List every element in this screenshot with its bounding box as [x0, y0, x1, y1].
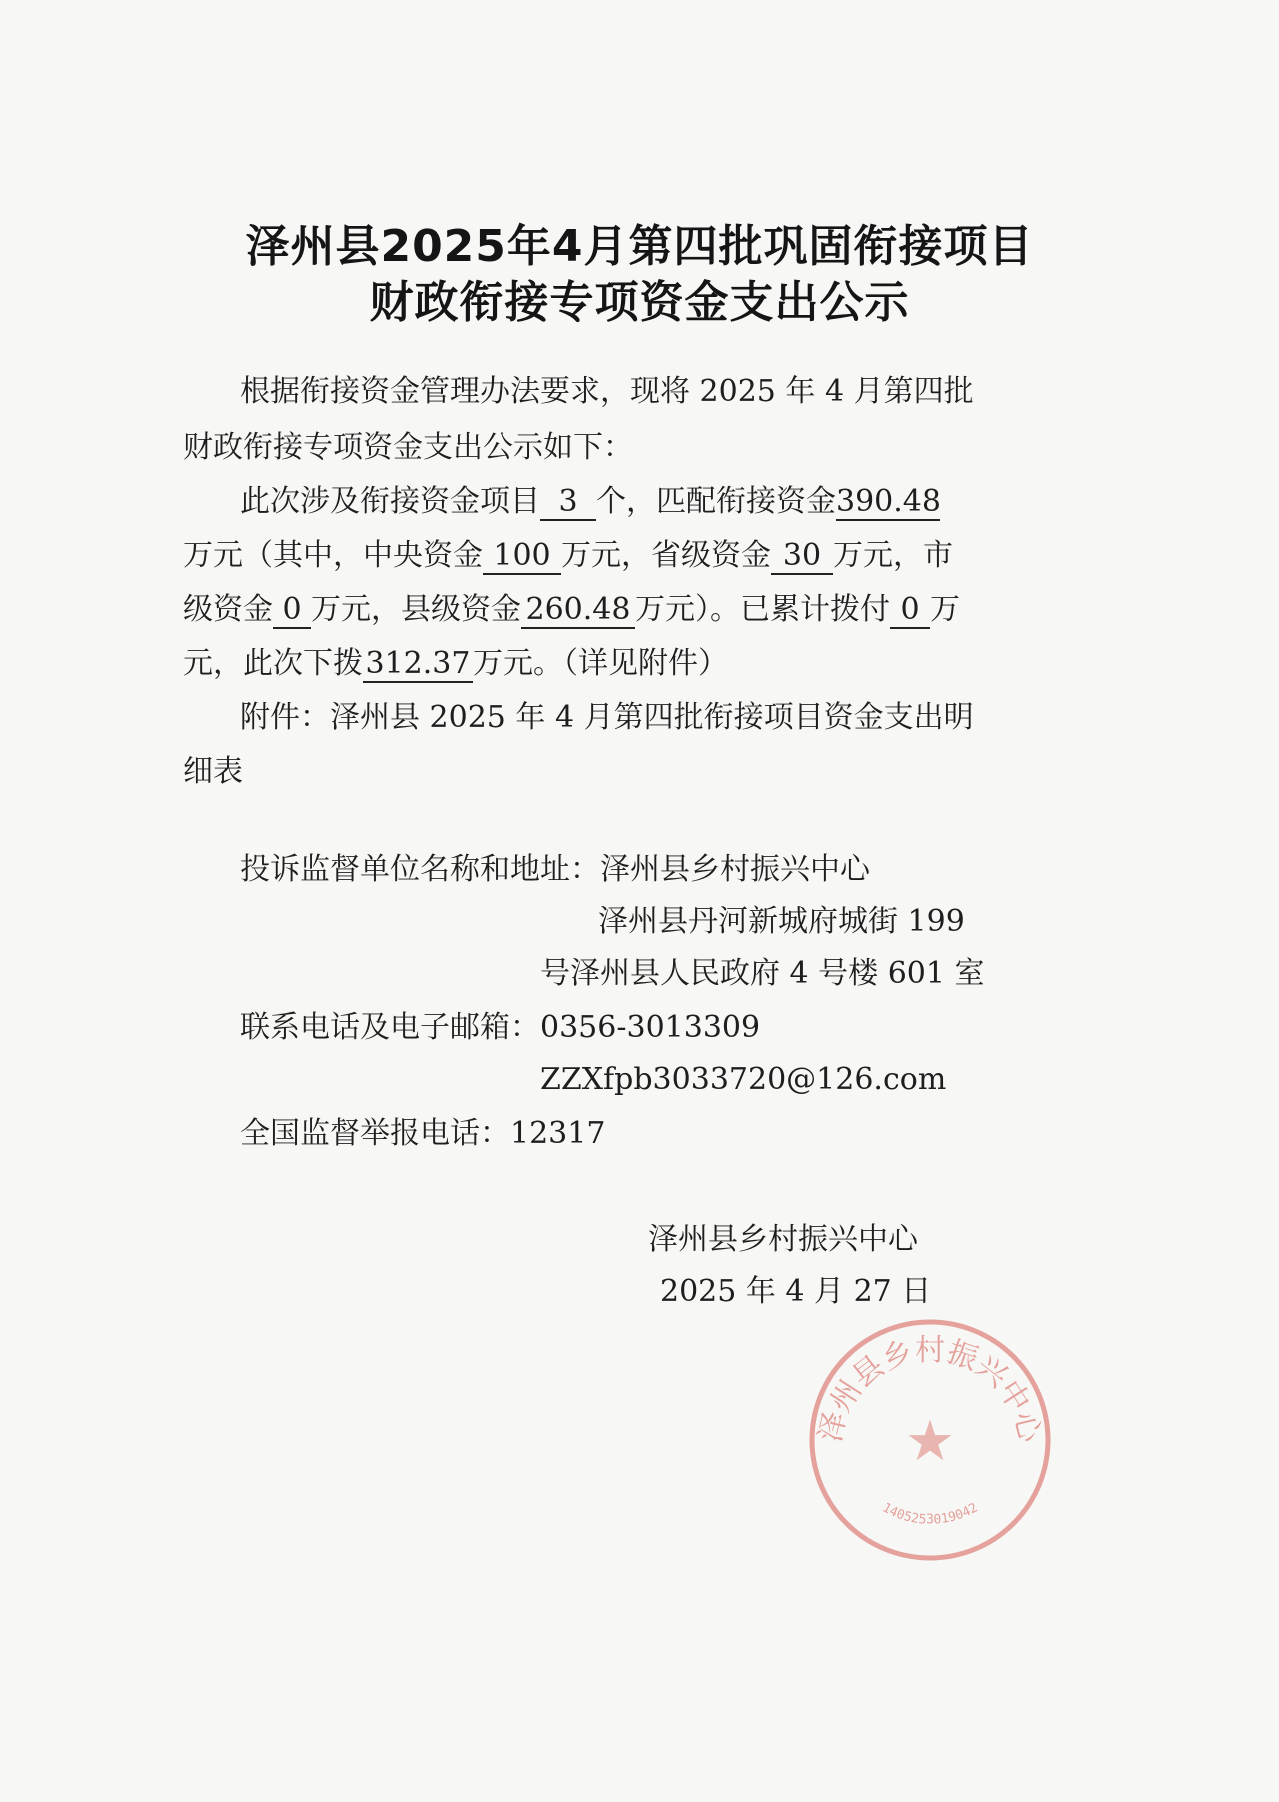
paid-cumulative: 0	[890, 593, 930, 629]
seal-code: 1405253019042	[879, 1500, 981, 1528]
central-amount: 100	[483, 539, 561, 575]
complaint-line	[240, 850, 870, 890]
funding-text: 级资金	[183, 592, 273, 627]
city-amount: 0	[273, 593, 311, 629]
funding-text: 元，此次下拨	[183, 646, 363, 681]
complaint-org: 泽州县乡村振兴中心	[600, 852, 870, 887]
funding-text: 万元，省级资金	[561, 538, 771, 573]
funding-text: 万元）。已累计拨付	[635, 592, 890, 627]
intro-line-2: 财政衔接专项资金支出公示如下：	[183, 430, 633, 465]
funding-line-1	[240, 482, 940, 522]
address-line-1: 泽州县丹河新城府城街 199	[598, 904, 965, 939]
funding-text: 万	[930, 592, 960, 627]
funding-text: 此次涉及衔接资金项目	[240, 484, 540, 519]
hotline-number: 12317	[510, 1116, 606, 1151]
phone-number: 0356-3013309	[540, 1010, 761, 1045]
contact-line	[240, 1008, 760, 1048]
title-line-1: 泽州县2025年4月第四批巩固衔接项目	[245, 221, 1034, 272]
attachment-line-1: 附件：泽州县 2025 年 4 月第四批衔接项目资金支出明	[240, 700, 974, 735]
signature-org: 泽州县乡村振兴中心	[648, 1222, 918, 1257]
seal-star-icon: ★	[904, 1409, 956, 1474]
funding-line-3	[183, 590, 960, 630]
funding-line-2	[183, 536, 953, 576]
provincial-amount: 30	[771, 539, 833, 575]
email-address: ZZXfpb3033720@126.com	[540, 1062, 947, 1097]
complaint-label: 投诉监督单位名称和地址：	[240, 852, 600, 887]
funding-text: 个，匹配衔接资金	[596, 484, 836, 519]
project-count: 3	[540, 485, 596, 521]
funding-line-4	[183, 644, 728, 684]
seal-text: 泽州县乡村振兴中心	[812, 1333, 1048, 1446]
hotline-line	[240, 1114, 605, 1154]
address-line-2: 号泽州县人民政府 4 号楼 601 室	[540, 956, 985, 991]
contact-label: 联系电话及电子邮箱：	[240, 1010, 540, 1045]
intro-line-1: 根据衔接资金管理办法要求，现将 2025 年 4 月第四批	[240, 374, 974, 409]
funding-text: 万元，市	[833, 538, 953, 573]
hotline-label: 全国监督举报电话：	[240, 1116, 510, 1151]
funding-text: 万元。（详见附件）	[473, 646, 728, 681]
title-line-2: 财政衔接专项资金支出公示	[369, 277, 910, 328]
this-allocation: 312.37	[363, 647, 473, 683]
total-amount: 390.48	[836, 484, 941, 519]
signature-date: 2025 年 4 月 27 日	[660, 1274, 932, 1309]
funding-text: 万元（其中，中央资金	[183, 538, 483, 573]
official-seal	[800, 1310, 1060, 1570]
attachment-line-2: 细表	[183, 754, 243, 789]
funding-text: 万元，县级资金	[311, 592, 521, 627]
county-amount: 260.48	[521, 593, 635, 629]
